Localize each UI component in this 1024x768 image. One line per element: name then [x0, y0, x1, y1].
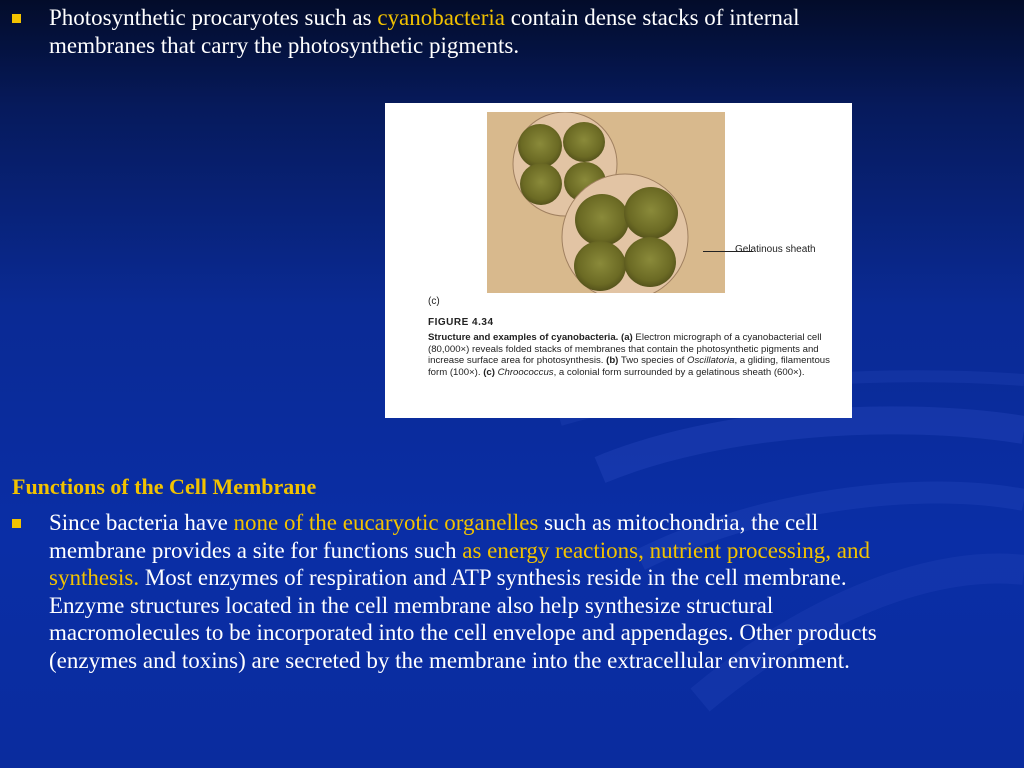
caption-a-label: (a)	[621, 332, 633, 343]
caption-b-text: , a gliding, filamentous form (100×).	[428, 355, 830, 378]
micrograph-image	[487, 112, 725, 293]
caption-b-text: Two species of	[618, 355, 687, 367]
text-run: contain dense stacks of internal membranes that carry the photosynthetic pigments.	[49, 5, 800, 58]
bullet-item-cyanobacteria	[12, 4, 892, 59]
section-heading: Functions of the Cell Membrane	[12, 474, 317, 499]
caption-a-text: Electron micrograph of a cyanobacterial cell (80,000×) reveals folded stacks of membranes that contain the photosynthetic pigments and increase surface area for photosynthesis.	[428, 332, 822, 367]
caption-b-species: Oscillatoria	[687, 355, 735, 367]
caption-c-label: (c)	[483, 366, 495, 378]
bullet-text	[49, 4, 892, 59]
chroococcus-cells-icon	[487, 112, 725, 293]
figure-cyanobacteria	[385, 103, 852, 418]
bullet-item-cell-membrane	[12, 509, 912, 674]
figure-caption	[428, 332, 838, 378]
text-run: Most enzymes of respiration and ATP synthesis reside in the cell membrane. Enzyme structures located in the cell membrane also help synthesize structural macromolecules to be incorporated into the cell envelope and appendages. Other products (enzymes and toxins) are secreted by the membrane into the extracellular environment.	[49, 565, 877, 673]
square-bullet-icon	[12, 14, 21, 23]
text-run: such as mitochondria, the cell membrane provides a site for functions such	[49, 510, 819, 563]
square-bullet-icon	[12, 519, 21, 528]
callout-label: Gelatinous sheath	[735, 244, 816, 255]
text-run: Photosynthetic procaryotes such as	[49, 5, 378, 30]
panel-label: (c)	[428, 296, 440, 307]
caption-c-text: , a colonial form surrounded by a gelatinous sheath (600×).	[553, 366, 805, 378]
highlight-cyanobacteria: cyanobacteria	[377, 5, 506, 30]
highlight-organelles: none of the eucaryotic organelles	[233, 510, 539, 535]
text-run: Since bacteria have	[49, 510, 234, 535]
bullet-text	[49, 509, 912, 674]
caption-c-species: Chroococcus	[497, 366, 554, 378]
caption-title: Structure and examples of cyanobacteria.	[428, 332, 619, 343]
caption-b-label: (b)	[606, 355, 619, 367]
figure-number: FIGURE 4.34	[428, 317, 494, 328]
highlight-functions: as energy reactions, nutrient processing, and synthesis.	[49, 537, 870, 590]
